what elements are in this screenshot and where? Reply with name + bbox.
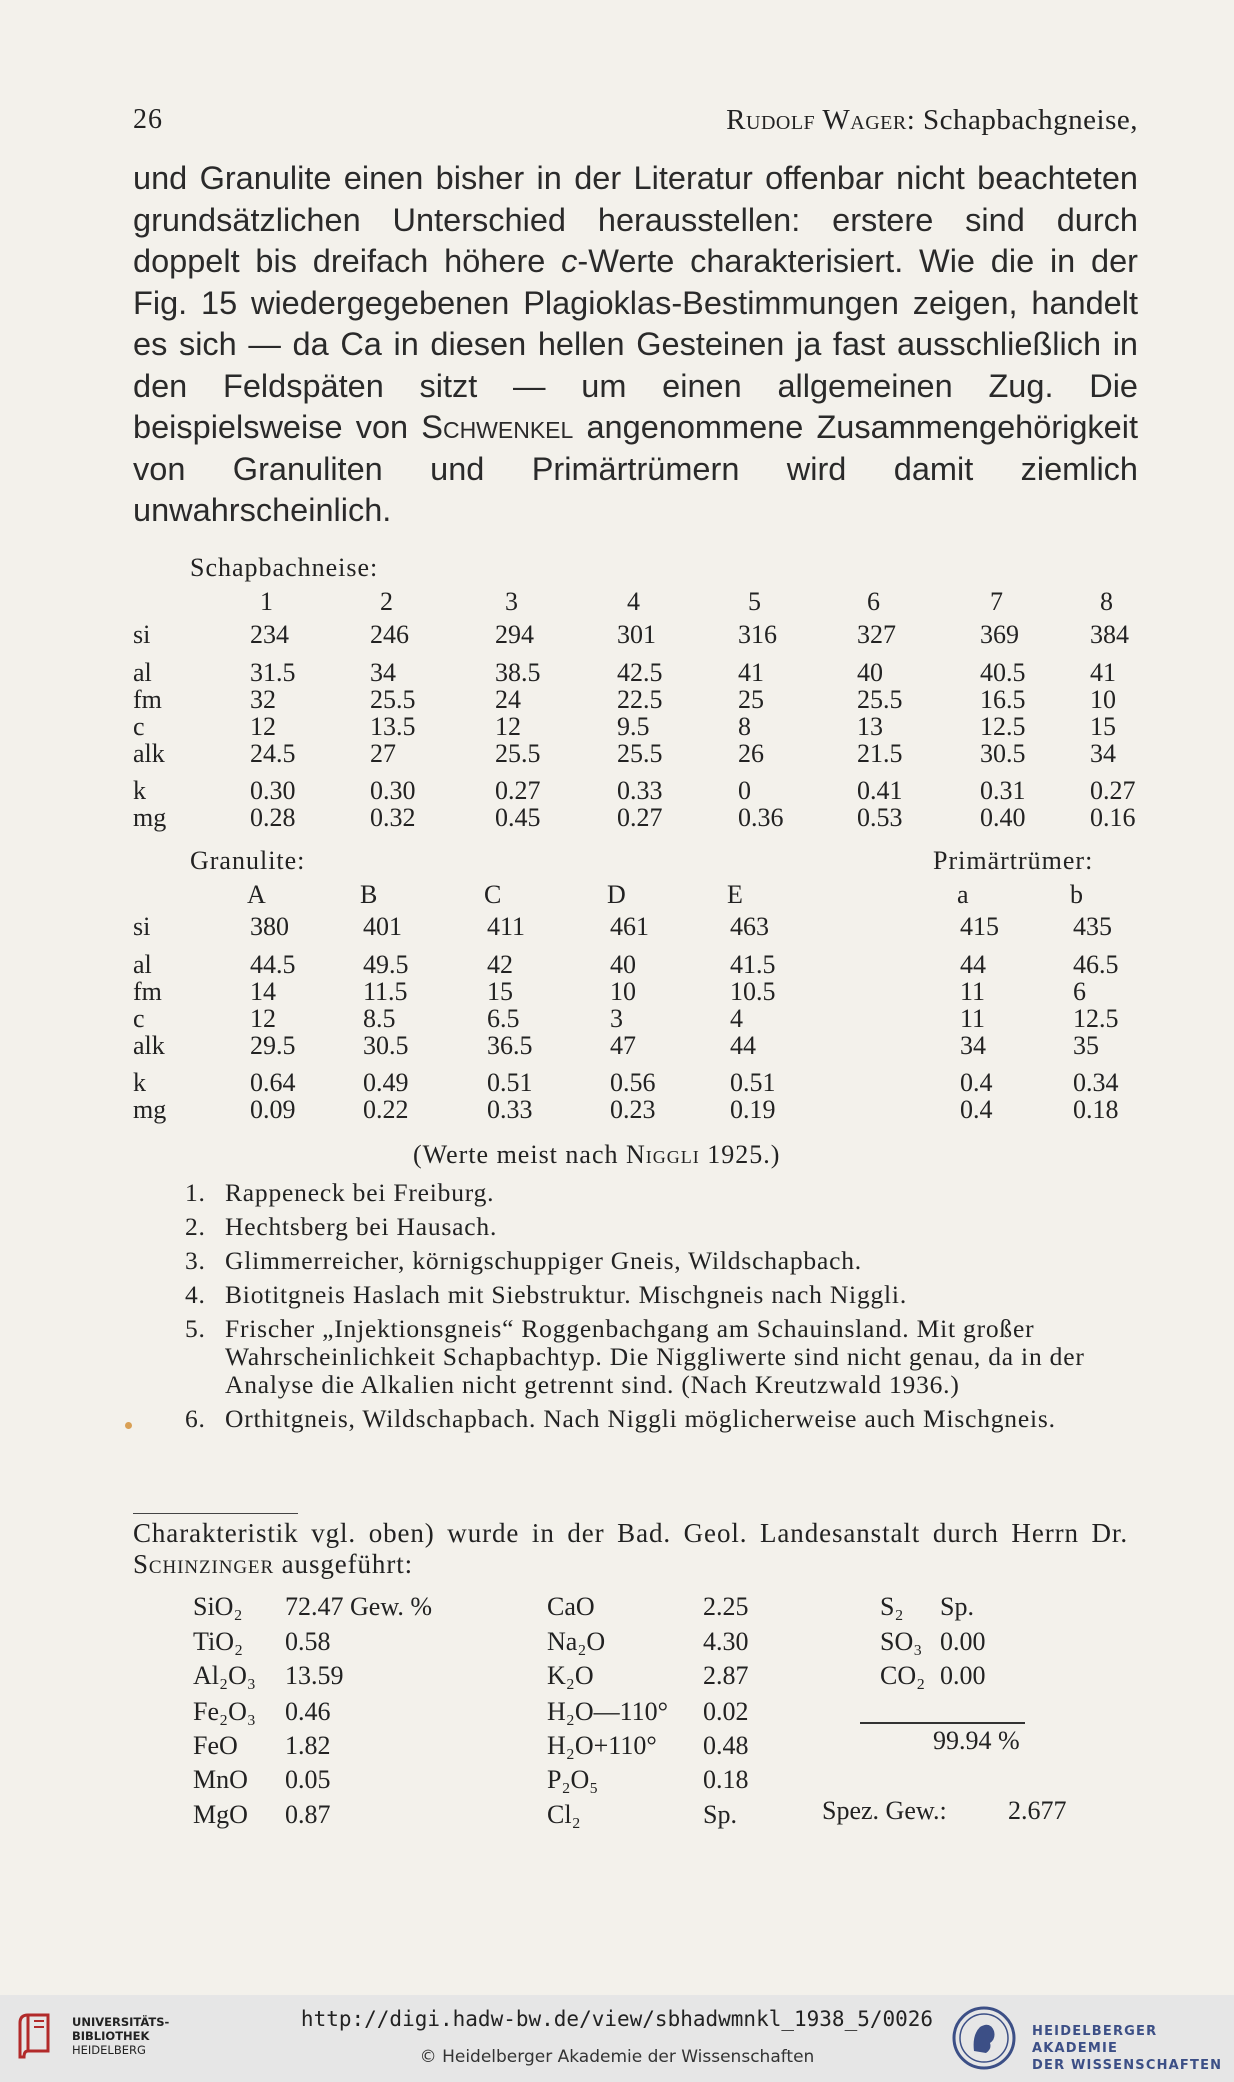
table2-cell: 10 [610,977,636,1006]
table1-cell: 316 [738,620,777,649]
table2-cell: 47 [610,1031,636,1060]
analysis-component: MgO [193,1800,248,1829]
table1-cell: 24 [495,685,521,714]
table1-cell: 25.5 [370,685,416,714]
table2-cell: 0.19 [730,1095,776,1124]
analysis-component: SO₃ [880,1627,923,1656]
hadw-line2: DER WISSENSCHAFTEN [1032,2058,1223,2073]
analysis-component: CO₂ [880,1661,926,1690]
table2-cell: 0.64 [250,1068,296,1097]
permalink-url[interactable]: http://digi.hadw-bw.de/view/sbhadwmnkl_1938_5/0026 [300,2007,934,2031]
table2-cell: 401 [363,912,402,941]
table2-col-header: C [484,880,502,909]
analysis-value: 0.48 [703,1731,749,1760]
table1-col-header: 3 [505,587,518,616]
table1-cell: 10 [1090,685,1116,714]
sample-note-number: 4. [185,1280,206,1309]
analysis-component: H₂O—110° [547,1697,669,1726]
table1-row-label: alk [133,739,165,768]
table2-col-header: A [247,880,266,909]
analysis-value: 72.47 Gew. % [285,1592,433,1621]
table2-cell: 41.5 [730,950,776,979]
table1-cell: 13.5 [370,712,416,741]
table2-row-label: si [133,912,151,941]
table2-cell: 44.5 [250,950,296,979]
table2-cell: 0.4 [960,1095,993,1124]
margin-mark [125,1422,132,1429]
running-title-author: Rudolf Wager [726,104,907,136]
table1-cell: 0.27 [617,803,663,832]
table2-cell: 0.09 [250,1095,296,1124]
analysis-value: 0.58 [285,1627,331,1656]
table1-cell: 0.30 [370,776,416,805]
table1-cell: 9.5 [617,712,650,741]
analysis-component: CaO [547,1592,595,1621]
source-note-name: Niggli [626,1140,700,1169]
table2-row-label: mg [133,1095,167,1124]
table2-cell: 12.5 [1073,1004,1119,1033]
table1-cell: 0.41 [857,776,903,805]
sample-note-number: 2. [185,1212,206,1241]
table1-cell: 294 [495,620,534,649]
table1-cell: 21.5 [857,739,903,768]
table1-cell: 0.36 [738,803,784,832]
analysis-value: 0.87 [285,1800,331,1829]
table1-cell: 0.27 [495,776,541,805]
table1-cell: 32 [250,685,276,714]
table2-row-label: c [133,1004,145,1033]
table2-cell: 11.5 [363,977,408,1006]
table2-col-header: E [727,880,743,909]
table1-cell: 26 [738,739,764,768]
table1-cell: 38.5 [495,658,541,687]
table1-row-label: si [133,620,151,649]
analysis-component: Fe₂O₃ [193,1697,256,1726]
analysis-component: FeO [193,1731,238,1760]
sample-note [185,1405,1135,1433]
table2-col-header: B [360,880,378,909]
sample-notes [185,1179,1135,1439]
table2-cell: 35 [1073,1031,1099,1060]
table1-cell: 40.5 [980,658,1026,687]
table2-cell: 29.5 [250,1031,296,1060]
table2-cell: 0.51 [730,1068,776,1097]
table1-col-header: 6 [867,587,880,616]
analysis-component: TiO₂ [193,1627,244,1656]
table2-row-label: alk [133,1031,165,1060]
table2-cell: 34 [960,1031,986,1060]
table1-cell: 12 [495,712,521,741]
analysis-component: Al₂O₃ [193,1661,256,1690]
source-note-post: 1925.) [699,1140,781,1169]
table1-row-label: c [133,712,145,741]
table1-cell: 327 [857,620,896,649]
table1-col-header: 2 [380,587,393,616]
footnote-name: Schinzinger [133,1549,275,1579]
table1-cell: 0.53 [857,803,903,832]
analysis-component: MnO [193,1765,248,1794]
table2-cell: 36.5 [487,1031,533,1060]
table1-cell: 0.45 [495,803,541,832]
analysis-value: 0.02 [703,1697,749,1726]
table2-row-label: al [133,950,152,979]
footnote-text [133,1518,1128,1580]
ub-line2: BIBLIOTHEK [72,2029,150,2043]
copyright-text: © Heidelberger Akademie der Wissenschaften [419,2047,815,2067]
table2-cell: 10.5 [730,977,776,1006]
table1-col-header: 5 [748,587,761,616]
sample-note-text: Glimmerreicher, körnigschuppiger Gneis, Wildschapbach. [225,1246,862,1275]
table2-cell: 49.5 [363,950,409,979]
table2-cell: 0.23 [610,1095,656,1124]
table1-cell: 25.5 [857,685,903,714]
sample-note [185,1179,1135,1207]
table2-cell: 0.34 [1073,1068,1119,1097]
table2-cell: 11 [960,1004,986,1033]
table1-cell: 0.32 [370,803,416,832]
hadw-seal-icon [950,2005,1020,2071]
body-text-part1: und Granulite einen bisher in der Literatur offenbar nicht beachteten grundsätzlichen Unterschied herausstellen: erstere sind durch doppelt bis dreifach höhere [133,160,1138,279]
table1-cell: 25 [738,685,764,714]
table1-row-label: k [133,776,146,805]
analysis-value: 0.05 [285,1765,331,1794]
sample-note-text: Hechtsberg bei Hausach. [225,1212,498,1241]
ub-line1: UNIVERSITÄTS- [72,2015,170,2029]
table1-cell: 0.40 [980,803,1026,832]
table1-cell: 27 [370,739,396,768]
table1-title: Schapbachneise: [190,553,379,582]
table2-cell: 0.4 [960,1068,993,1097]
table1-cell: 0.27 [1090,776,1136,805]
body-text-part2: -Werte charakterisiert. Wie die in der Fig. 15 wiedergegebenen Plagioklas-Bestimmungen zeigen, handelt es sich — da Ca in diesen hellen Gesteinen ja fast ausschließlich in den Feldspäten sitzt — um einen allgemeinen Zug. Die beispielsweise von [133,243,1139,445]
hadw-logo [950,2005,1230,2073]
table2-cell: 12 [250,1004,276,1033]
sample-note-number: 6. [185,1404,206,1433]
sample-note [185,1247,1135,1275]
analysis-component: S₂ [880,1592,904,1621]
table2-cell: 411 [487,912,526,941]
analysis-value: 13.59 [285,1661,344,1690]
table1-cell: 0.33 [617,776,663,805]
table2-cell: 42 [487,950,513,979]
table2-title-left: Granulite: [190,846,306,875]
table1-cell: 13 [857,712,883,741]
table2-cell: 0.22 [363,1095,409,1124]
sample-note [185,1315,1135,1399]
table1-cell: 0.31 [980,776,1026,805]
analysis-component: K₂O [547,1661,594,1690]
table1-cell: 0 [738,776,751,805]
table2-cell: 30.5 [363,1031,409,1060]
analysis-value: Sp. [703,1800,737,1829]
table2-cell: 44 [730,1031,756,1060]
table1-cell: 42.5 [617,658,663,687]
table1-cell: 31.5 [250,658,296,687]
sample-note-number: 1. [185,1178,206,1207]
table2-cell: 0.18 [1073,1095,1119,1124]
table2-cell: 15 [487,977,513,1006]
italic-c: c [561,243,578,279]
footnote-pre: Charakteristik vgl. oben) wurde in der Bad. Geol. Landesanstalt durch Herrn Dr. [133,1518,1128,1548]
hadw-line1: HEIDELBERGER AKADEMIE [1032,2024,1158,2056]
table1-cell: 384 [1090,620,1129,649]
analysis-value: 2.87 [703,1661,749,1690]
table2-cell: 14 [250,977,276,1006]
sample-note [185,1281,1135,1309]
table1-cell: 0.16 [1090,803,1136,832]
sample-note-text: Frischer „Injektionsgneis“ Roggenbachgang am Schauinsland. Mit großer Wahrscheinlichkeit Schapbachtyp. Die Niggliwerte sind nicht genau, da in der Analyse die Alkalien nicht getrennt sind. (Nach Kreutzwald 1936.) [225,1314,1085,1399]
sample-note [185,1213,1135,1241]
sample-note-number: 5. [185,1314,206,1343]
page-number: 26 [133,104,163,135]
table1-cell: 246 [370,620,409,649]
sum-line [860,1722,1025,1724]
analysis-value: 1.82 [285,1731,331,1760]
analysis-component: Na₂O [547,1627,606,1656]
table2-cell: 0.51 [487,1068,533,1097]
table2-cell: 0.49 [363,1068,409,1097]
table2-col-header: D [607,880,626,909]
table2-cell: 6.5 [487,1004,520,1033]
table2-cell: 0.56 [610,1068,656,1097]
table1-cell: 41 [738,658,764,687]
table1-cell: 301 [617,620,656,649]
density-label: Spez. Gew.: [822,1796,947,1825]
source-note [413,1140,780,1170]
analysis-value: 0.46 [285,1697,331,1726]
analysis-component: Cl₂ [547,1800,581,1829]
analysis-value: Sp. [940,1592,974,1621]
table2-cell: 380 [250,912,289,941]
density-value: 2.677 [1008,1796,1067,1825]
table1-cell: 12.5 [980,712,1026,741]
analysis-value: 0.18 [703,1765,749,1794]
table1-cell: 234 [250,620,289,649]
body-paragraph [133,158,1138,532]
table1-row-label: mg [133,803,167,832]
footnote-separator [133,1513,298,1514]
sample-note-text: Rappeneck bei Freiburg. [225,1178,495,1207]
table2-cell: 6 [1073,977,1086,1006]
table1-col-header: 4 [627,587,640,616]
table1-cell: 0.30 [250,776,296,805]
table1-cell: 40 [857,658,883,687]
running-title [726,104,1138,137]
table1-cell: 0.28 [250,803,296,832]
table2-row-label: fm [133,977,162,1006]
table1-cell: 34 [370,658,396,687]
table1-cell: 25.5 [495,739,541,768]
table1-row-label: al [133,658,152,687]
analysis-value: 0.00 [940,1627,986,1656]
table2-col-header: b [1070,880,1083,909]
table2-cell: 463 [730,912,769,941]
footer-bar [0,1995,1234,2082]
analysis-value: 4.30 [703,1627,749,1656]
table2-cell: 415 [960,912,999,941]
table1-cell: 25.5 [617,739,663,768]
ub-line3: HEIDELBERG [72,2043,146,2057]
analysis-component: SiO₂ [193,1592,243,1621]
table1-cell: 41 [1090,658,1116,687]
table2-cell: 0.33 [487,1095,533,1124]
analysis-value: 0.00 [940,1661,986,1690]
table2-col-header: a [957,880,969,909]
table1-col-header: 1 [260,587,273,616]
table1-col-header: 7 [990,587,1003,616]
table1-cell: 8 [738,712,751,741]
table1-cell: 30.5 [980,739,1026,768]
source-note-pre: (Werte meist nach [413,1140,626,1169]
body-text-part3: angenommene Zusammengehörigkeit von Granuliten und Primärtrümern wird damit ziemlich unwahrscheinlich. [133,409,1138,528]
author-schwenkel: Schwenkel [421,409,574,445]
table2-cell: 40 [610,950,636,979]
table1-cell: 15 [1090,712,1116,741]
analysis-total: 99.94 % [933,1726,1020,1755]
table2-cell: 46.5 [1073,950,1119,979]
table2-row-label: k [133,1068,146,1097]
table2-cell: 3 [610,1004,623,1033]
table1-cell: 24.5 [250,739,296,768]
table1-row-label: fm [133,685,162,714]
table1-cell: 16.5 [980,685,1026,714]
table1-cell: 12 [250,712,276,741]
table1-col-header: 8 [1100,587,1113,616]
footnote-post: ausgeführt: [274,1549,414,1579]
sample-note-text: Biotitgneis Haslach mit Siebstruktur. Mischgneis nach Niggli. [225,1280,907,1309]
table1-cell: 22.5 [617,685,663,714]
hadw-logo-text [1032,2023,1230,2074]
sample-note-text: Orthitgneis, Wildschapbach. Nach Niggli möglicherweise auch Mischgneis. [225,1404,1056,1433]
table2-cell: 11 [960,977,986,1006]
analysis-value: 2.25 [703,1592,749,1621]
table2-cell: 461 [610,912,649,941]
sample-note-number: 3. [185,1246,206,1275]
table1-cell: 369 [980,620,1019,649]
table2-title-right: Primärtrümer: [933,846,1094,875]
table2-cell: 4 [730,1004,743,1033]
analysis-component: H₂O+110° [547,1731,657,1760]
analysis-component: P₂O₅ [547,1765,599,1794]
running-title-rest: : Schapbachgneise, [906,104,1138,136]
table1-cell: 34 [1090,739,1116,768]
table2-cell: 8.5 [363,1004,396,1033]
table2-cell: 435 [1073,912,1112,941]
table2-cell: 44 [960,950,986,979]
